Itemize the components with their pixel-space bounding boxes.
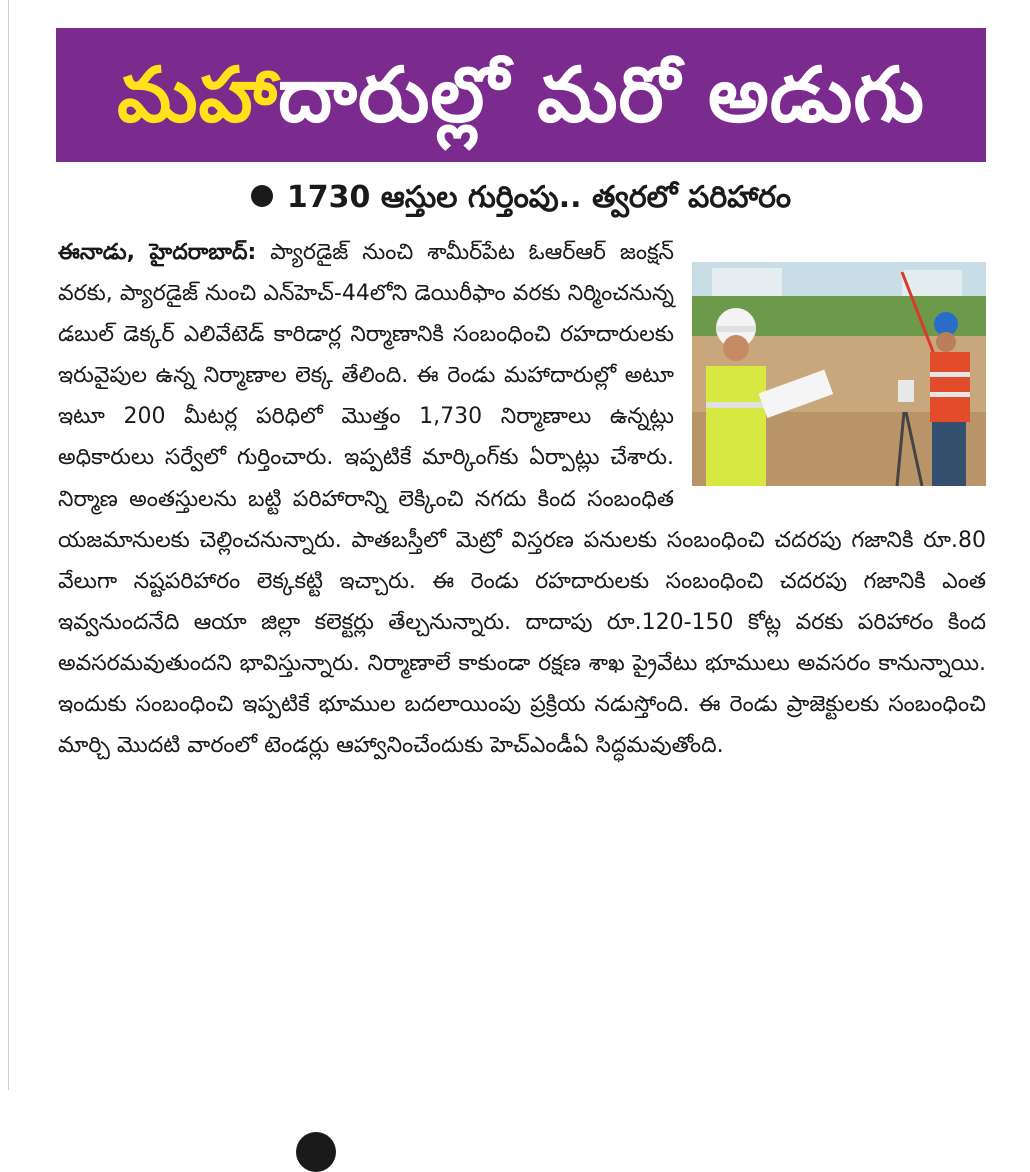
article-body bbox=[58, 232, 986, 766]
subheadline bbox=[56, 180, 986, 222]
headline bbox=[117, 50, 925, 139]
article-text: ప్యారడైజ్ నుంచి శామీర్‌పేట ఓఆర్ఆర్ జంక్షన్ వరకు, ప్యారడైజ్ నుంచి ఎన్‌హెచ్‌-44లోని డెయిరీఫాం వరకు నిర్మించనున్న డబుల్ డెక్కర్ ఎలివేటెడ్ కారిడార్ల నిర్మాణానికి సంబంధించి రహదారులకు ఇరువైపుల ఉన్న నిర్మాణాల లెక్క తేలింది. ఈ రెండు మహాదారుల్లో అటూ ఇటూ 200 మీటర్ల పరిధిలో మొత్తం 1,730 నిర్మాణాలు ఉన్నట్లు అధికారులు సర్వేలో గుర్తించారు. ఇప్పటికే మార్కింగ్‌కు ఏర్పాట్లు చేశారు. నిర్మాణ అంతస్తులను బట్టి పరిహారాన్ని లెక్కించి నగదు కింద సంబంధిత యజమానులకు చెల్లించనున్నారు. పాతబస్తీలో మెట్రో విస్తరణ పనులకు సంబంధించి చదరపు గజానికి రూ.80 వేలుగా నష్టపరిహారం లెక్కకట్టి ఇచ్చారు. ఈ రెండు రహదారులకు సంబంధించి చదరపు గజానికి ఎంత ఇవ్వనుందనేది ఆయా జిల్లా కలెక్టర్లు తేల్చనున్నారు. దాదాపు రూ.120-150 కోట్ల వరకు పరిహారం కింద అవసరమవుతుందని భావిస్తున్నారు. నిర్మాణాలే కాకుండా రక్షణ శాఖ ప్రైవేటు భూములు అవసరం కానున్నాయి. ఇందుకు సంబంధించి ఇప్పటికే భూముల బదలాయింపు ప్రక్రియ నడుస్తోంది. ఈ రెండు ప్రాజెక్టులకు సంబంధించి మార్చి మొదటి వారంలో టెండర్లు ఆహ్వానించేందుకు హెచ్ఎండీఏ సిద్ధమవుతోంది. bbox=[58, 240, 986, 759]
column-rule bbox=[8, 0, 9, 1090]
bullet-icon bbox=[251, 185, 273, 207]
headline-band bbox=[56, 28, 986, 162]
next-article-marker bbox=[296, 1132, 336, 1172]
headline-highlight: మహా bbox=[117, 50, 278, 139]
photo-surveyors bbox=[692, 262, 986, 486]
headline-rest: దారుల్లో మరో అడుగు bbox=[278, 50, 925, 139]
dateline: ఈనాడు, హైదరాబాద్: bbox=[58, 240, 257, 265]
surveyors-illustration bbox=[692, 262, 986, 486]
subheadline-text: 1730 ఆస్తుల గుర్తింపు.. త్వరలో పరిహారం bbox=[286, 180, 792, 215]
